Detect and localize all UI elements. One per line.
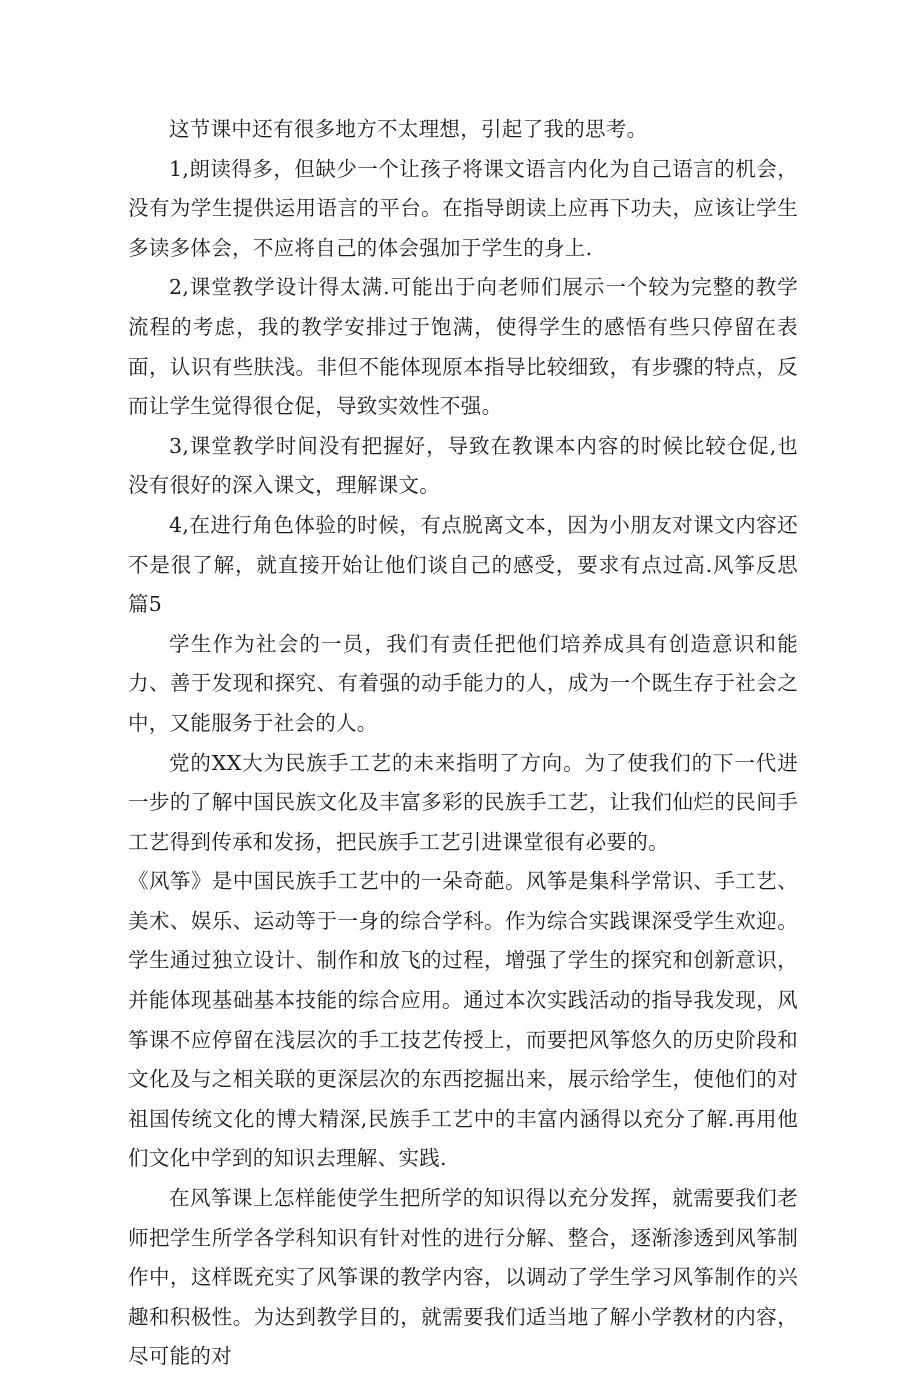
document-body bbox=[128, 110, 798, 1377]
paragraph-kite-intro: 《风筝》是中国民族手工艺中的一朵奇葩。风筝是集科学常识、手工艺、美术、娱乐、运动等于一身的综合学科。作为综合实践课深受学生欢迎。学生通过独立设计、制作和放飞的过程，增强了学生的探究和创新意识，并能体现基础基本技能的综合应用。通过本次实践活动的指导我发现，风筝课不应停留在浅层次的手工技艺传授上，而要把风筝悠久的历史阶段和文化及与之相关联的更深层次的东西挖掘出来，展示给学生，使他们的对祖国传统文化的博大精深,民族手工艺中的丰富内涵得以充分了解.再用他们文化中学到的知识去理解、实践. bbox=[128, 869, 798, 1171]
paragraph-intro: 这节课中还有很多地方不太理想，引起了我的思考。 bbox=[169, 117, 648, 141]
paragraph-kite-class: 在风筝课上怎样能使学生把所学的知识得以充分发挥，就需要我们老师把学生所学各学科知识有针对性的进行分解、整合，逐渐渗透到风筝制作中，这样既充实了风筝课的教学内容，以调动了学生学习风筝制作的兴趣和积极性。为达到教学目的，就需要我们适当地了解小学教材的内容，尽可能的对 bbox=[128, 1186, 798, 1369]
paragraph-social-member: 学生作为社会的一员，我们有责任把他们培养成具有创造意识和能力、善于发现和探究、有着强的动手能力的人，成为一个既生存于社会之中，又能服务于社会的人。 bbox=[128, 631, 798, 735]
paragraph-point-3: 3,课堂教学时间没有把握好，导致在教课本内容的时候比较仓促,也没有很好的深入课文，理解课文。 bbox=[128, 433, 798, 498]
paragraph-point-2: 2,课堂教学设计得太满.可能出于向老师们展示一个较为完整的教学流程的考虑，我的教学安排过于饱满，使得学生的感悟有些只停留在表面，认识有些肤浅。非但不能体现原本指导比较细致，有步骤的特点，反而让学生觉得很仓促，导致实效性不强。 bbox=[128, 275, 798, 419]
paragraph-point-1: 1,朗读得多，但缺少一个让孩子将课文语言内化为自己语言的机会，没有为学生提供运用语言的平台。在指导朗读上应再下功夫，应该让学生多读多体会，不应将自己的体会强加于学生的身上. bbox=[128, 156, 798, 260]
paragraph-point-4: 4,在进行角色体验的时候，有点脱离文本，因为小朋友对课文内容还不是很了解，就直接开始让他们谈自己的感受，要求有点过高.风筝反思篇5 bbox=[128, 512, 798, 617]
paragraph-folk-craft: 党的XX大为民族手工艺的未来指明了方向。为了使我们的下一代进一步的了解中国民族文化及丰富多彩的民族手工艺，让我们仙烂的民间手工艺得到传承和发扬，把民族手工艺引进课堂很有必要的。 bbox=[128, 750, 798, 854]
